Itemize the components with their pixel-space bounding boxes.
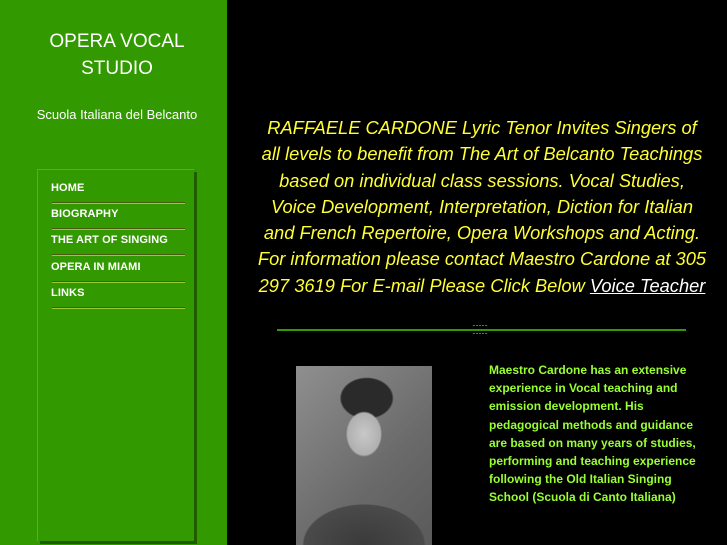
- voice-teacher-link[interactable]: Voice Teacher: [589, 274, 706, 296]
- nav-item-label[interactable]: HOME: [51, 182, 85, 194]
- sidebar: [0, 0, 227, 545]
- nav-menu: [37, 169, 194, 541]
- intro-text: RAFFAELE CARDONE Lyric Tenor Invites Singers of all levels to benefit from The Art of Belcanto Teachings based on individual class sessions. Vocal Studies, Voice Development, Interpretation, Diction for Italian and French Repertoire, Opera Workshops and Acting. For information please contact Maestro Cardone at 305 297 3619 For E-mail Please Click Below: [257, 117, 707, 296]
- main-content: [227, 0, 727, 545]
- horizontal-rule: [277, 329, 686, 331]
- rule-mark-top: [473, 325, 487, 326]
- site-subtitle: Scuola Italiana del Belcanto: [36, 107, 198, 122]
- site-title-line2: STUDIO: [81, 58, 153, 79]
- site-title: [0, 28, 234, 82]
- site-title-line1: OPERA VOCAL: [49, 31, 185, 52]
- bio-paragraph: Maestro Cardone has an extensive experience in Vocal teaching and emission development. His pedagogical methods and guidance are based on many years of studies, performing and teaching experience following the Old Italian Singing School (Scuola di Canto Italiana): [489, 363, 696, 505]
- nav-item-opera-in-miami[interactable]: [51, 249, 185, 275]
- intro-paragraph: [256, 115, 708, 299]
- nav-item-label[interactable]: OPERA IN MIAMI: [51, 261, 141, 273]
- nav-divider: [52, 307, 185, 309]
- nav-item-label[interactable]: THE ART OF SINGING: [51, 234, 168, 246]
- nav-item-label[interactable]: BIOGRAPHY: [51, 208, 119, 220]
- maestro-portrait-photo: [296, 366, 432, 545]
- nav-item-art-of-singing[interactable]: [51, 222, 185, 248]
- rule-mark-bottom: [473, 333, 487, 334]
- nav-item-biography[interactable]: [51, 196, 185, 222]
- nav-item-links[interactable]: [51, 275, 185, 301]
- nav-item-label[interactable]: LINKS: [51, 287, 85, 299]
- nav-item-home[interactable]: [51, 170, 185, 196]
